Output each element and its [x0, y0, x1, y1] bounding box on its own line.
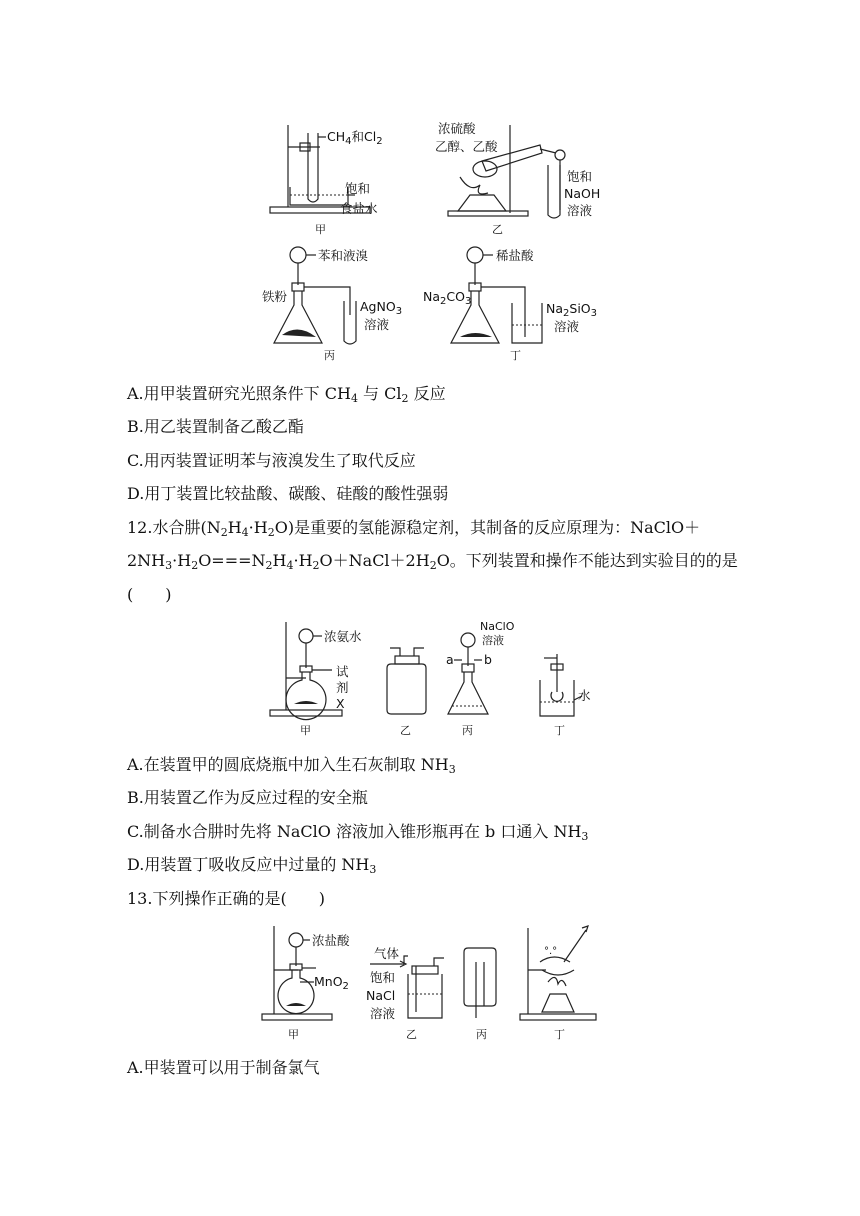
svg-text:CH4和Cl2: $CH_4$和$Cl_2$	[327, 129, 383, 147]
q11-option-b: B.用乙装置制备乙酸乙酯	[127, 417, 304, 436]
svg-text:饱和: 饱和	[345, 181, 371, 196]
q12-stem-line3: ( )	[127, 585, 172, 604]
svg-text:溶液: 溶液	[567, 203, 593, 218]
svg-text:乙醇、乙酸: 乙醇、乙酸	[435, 139, 498, 154]
svg-text:饱和: 饱和	[370, 970, 396, 985]
svg-text:NaOH: NaOH	[564, 186, 601, 201]
q13-yi-gas-label: 气体	[374, 946, 400, 961]
q11-caption-yi: 乙	[492, 223, 503, 236]
q13-option-a: A.甲装置可以用于制备氯气	[127, 1058, 320, 1077]
q12-option-d: D.用装置丁吸收反应中过量的 $NH_3$	[127, 855, 377, 876]
svg-text:溶液: 溶液	[554, 319, 580, 334]
q13-apparatus-jia	[262, 926, 350, 1020]
svg-text:溶液: 溶液	[482, 634, 504, 647]
q12-caption-jia: 甲	[300, 724, 311, 737]
svg-text:Na2CO3: $Na_2CO_3$	[423, 289, 472, 307]
svg-text:试: 试	[336, 664, 349, 679]
q11-caption-ding: 丁	[510, 349, 521, 362]
svg-text:b: b	[484, 652, 492, 667]
q12-option-c: C.制备水合肼时先将 NaClO 溶液加入锥形瓶再在 b 口通入 $NH_3$	[127, 822, 589, 843]
svg-text:溶液: 溶液	[370, 1006, 396, 1021]
q11-apparatus-yi	[435, 121, 600, 218]
q13-apparatus-bing	[464, 948, 496, 1018]
svg-text:浓氨水: 浓氨水	[324, 629, 362, 644]
q11-option-c: C.用丙装置证明苯与液溴发生了取代反应	[127, 451, 416, 470]
svg-text:浓硫酸: 浓硫酸	[438, 121, 476, 136]
q13-stem: 13.下列操作正确的是( )	[127, 889, 325, 908]
svg-text:水: 水	[578, 688, 591, 703]
svg-text:a: a	[446, 652, 454, 667]
q11-caption-jia: 甲	[315, 223, 326, 236]
q12-apparatus-ding	[540, 654, 591, 716]
q12-figure	[262, 618, 602, 743]
svg-text:剂: 剂	[336, 680, 349, 695]
q11-option-d: D.用丁装置比较盐酸、碳酸、硅酸的酸性强弱	[127, 484, 449, 503]
svg-text:食盐水: 食盐水	[340, 201, 378, 216]
q12-stem-line2: $2NH_3\cdot H_2O===N_2H_4\cdot H_2O+NaCl+2H_2O$。下列装置和操作不能达到实验目的的是	[127, 551, 738, 572]
q13-caption-ding: 丁	[554, 1028, 565, 1041]
q13-caption-jia: 甲	[288, 1028, 299, 1041]
q12-apparatus-bing	[446, 620, 515, 714]
svg-text:NaCl: NaCl	[366, 988, 396, 1003]
svg-text:稀盐酸: 稀盐酸	[496, 248, 534, 263]
svg-text:饱和: 饱和	[567, 169, 593, 184]
q11-caption-bing: 丙	[324, 349, 335, 362]
q12-apparatus-yi	[387, 648, 426, 714]
svg-text:溶液: 溶液	[364, 317, 390, 332]
svg-text:AgNO3: AgNO$_3$	[360, 299, 403, 317]
svg-text:苯和液溴: 苯和液溴	[318, 248, 369, 263]
svg-text:MnO2: MnO$_2$	[314, 974, 349, 992]
q11-option-a: A.用甲装置研究光照条件下 $CH_4$ 与 $Cl_2$ 反应	[127, 384, 446, 405]
svg-text:浓盐酸: 浓盐酸	[312, 933, 350, 948]
q12-caption-bing: 丙	[462, 724, 473, 737]
svg-text:铁粉: 铁粉	[262, 289, 288, 304]
svg-text:°.°: °.°	[544, 946, 558, 957]
q12-stem-line1: 12.水合肼$(N_2H_4\cdot H_2O)$是重要的氢能源稳定剂，其制备的反应原理为：NaClO＋	[127, 518, 701, 539]
svg-text:X: X	[336, 696, 345, 711]
q13-apparatus-yi	[366, 946, 444, 1021]
q12-caption-yi: 乙	[400, 724, 411, 737]
q13-caption-bing: 丙	[476, 1028, 487, 1041]
q13-caption-yi: 乙	[406, 1028, 417, 1041]
q11-apparatus-bing	[262, 247, 402, 344]
q12-caption-ding: 丁	[554, 724, 565, 737]
q11-apparatus-jia	[270, 125, 383, 216]
q13-figure	[258, 922, 608, 1047]
q12-apparatus-jia	[270, 622, 362, 720]
svg-text:NaClO: NaClO	[480, 620, 515, 633]
q11-apparatus-ding	[423, 247, 597, 343]
q13-apparatus-ding	[520, 926, 596, 1020]
svg-text:Na2SiO3: $Na_2SiO_3$	[546, 301, 598, 319]
q12-option-b: B.用装置乙作为反应过程的安全瓶	[127, 788, 368, 807]
q11-figure	[260, 115, 610, 365]
q12-option-a: A.在装置甲的圆底烧瓶中加入生石灰制取 $NH_3$	[127, 755, 456, 776]
